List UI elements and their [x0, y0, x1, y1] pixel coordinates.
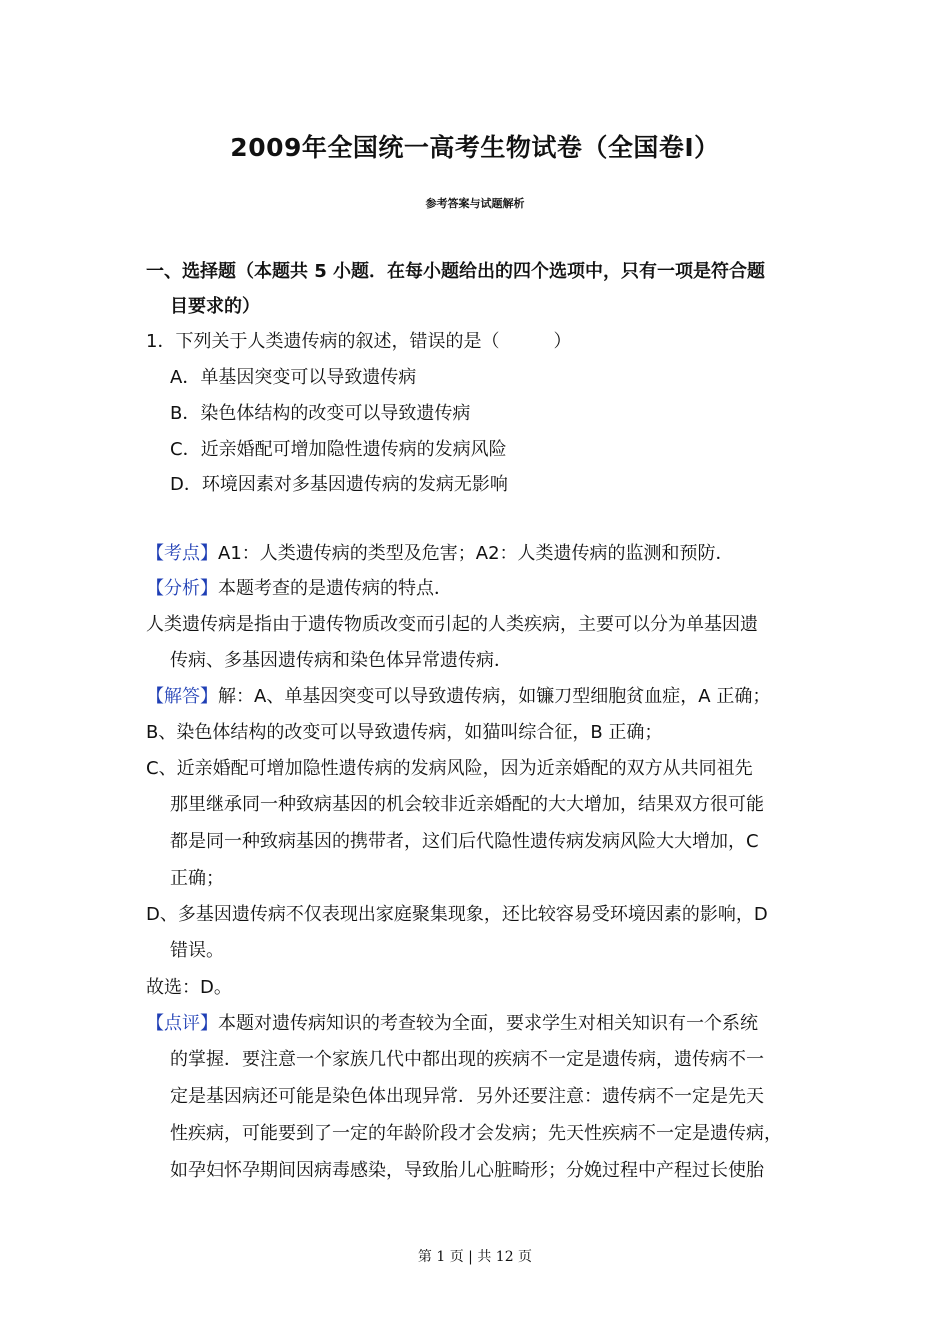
fenxi-tag: 【分析】 [146, 578, 218, 599]
dianping-line-5: 如孕妇怀孕期间因病毒感染，导致胎儿心脏畸形；分娩过程中产程过长使胎 [170, 1160, 764, 1181]
fenxi-line [146, 576, 452, 602]
dianping-line-3: 定是基因病还可能是染色体出现异常．另外还要注意：遗传病不一定是先天 [170, 1086, 764, 1107]
dianping-text: 本题对遗传病知识的考查较为全面，要求学生对相关知识有一个系统 [218, 1013, 758, 1034]
dianping-tag: 【点评】 [146, 1013, 218, 1034]
option-c: C．近亲婚配可增加隐性遗传病的发病风险 [170, 439, 507, 460]
final-answer: 故选：D。 [146, 977, 232, 998]
section-heading-line-2: 目要求的） [170, 296, 260, 317]
option-d: D．环境因素对多基因遗传病的发病无影响 [170, 474, 508, 495]
fenxi-text: 本题考查的是遗传病的特点． [218, 578, 452, 599]
dianping-line [146, 1011, 758, 1037]
option-b: B．染色体结构的改变可以导致遗传病 [170, 403, 471, 424]
answer-c-line-1: C、近亲婚配可增加隐性遗传病的发病风险，因为近亲婚配的双方从共同祖先 [146, 758, 753, 779]
document-title: 2009年全国统一高考生物试卷（全国卷Ⅰ） [230, 133, 720, 162]
dianping-line-4: 性疾病，可能要到了一定的年龄阶段才会发病；先天性疾病不一定是遗传病， [170, 1123, 782, 1144]
jieda-tag: 【解答】 [146, 686, 218, 707]
section-heading [146, 254, 816, 324]
answer-c-line-4: 正确； [170, 868, 224, 889]
fenxi-paragraph-line-1: 人类遗传病是指由于遗传物质改变而引起的人类疾病，主要可以分为单基因遗 [146, 614, 758, 635]
document-subtitle: 参考答案与试题解析 [425, 197, 525, 210]
dianping-line-2: 的掌握．要注意一个家族几代中都出现的疾病不一定是遗传病，遗传病不一 [170, 1049, 764, 1070]
page-footer: 第 1 页 | 共 12 页 [417, 1249, 533, 1265]
kaodian-line [146, 541, 734, 567]
answer-b-line: B、染色体结构的改变可以导致遗传病，如猫叫综合征，B 正确； [146, 722, 663, 743]
answer-d-line-2: 错误。 [170, 940, 224, 961]
jieda-text: 解：A、单基因突变可以导致遗传病，如镰刀型细胞贫血症，A 正确； [218, 686, 771, 707]
answer-d-line-1: D、多基因遗传病不仅表现出家庭聚集现象，还比较容易受环境因素的影响，D [146, 904, 768, 925]
fenxi-paragraph-line-2: 传病、多基因遗传病和染色体异常遗传病． [170, 650, 512, 671]
section-heading-line-1: 一、选择题（本题共 5 小题．在每小题给出的四个选项中，只有一项是符合题 [146, 261, 766, 282]
answer-c-line-2: 那里继承同一种致病基因的机会较非近亲婚配的大大增加，结果双方很可能 [170, 794, 764, 815]
kaodian-tag: 【考点】 [146, 543, 218, 564]
option-a: A．单基因突变可以导致遗传病 [170, 367, 417, 388]
kaodian-text: A1：人类遗传病的类型及危害；A2：人类遗传病的监测和预防． [218, 543, 734, 564]
jieda-line [146, 684, 770, 710]
question-stem: 1．下列关于人类遗传病的叙述，错误的是（ ） [146, 331, 572, 352]
answer-c-line-3: 都是同一种致病基因的携带者，这们后代隐性遗传病发病风险大大增加，C [170, 831, 759, 852]
